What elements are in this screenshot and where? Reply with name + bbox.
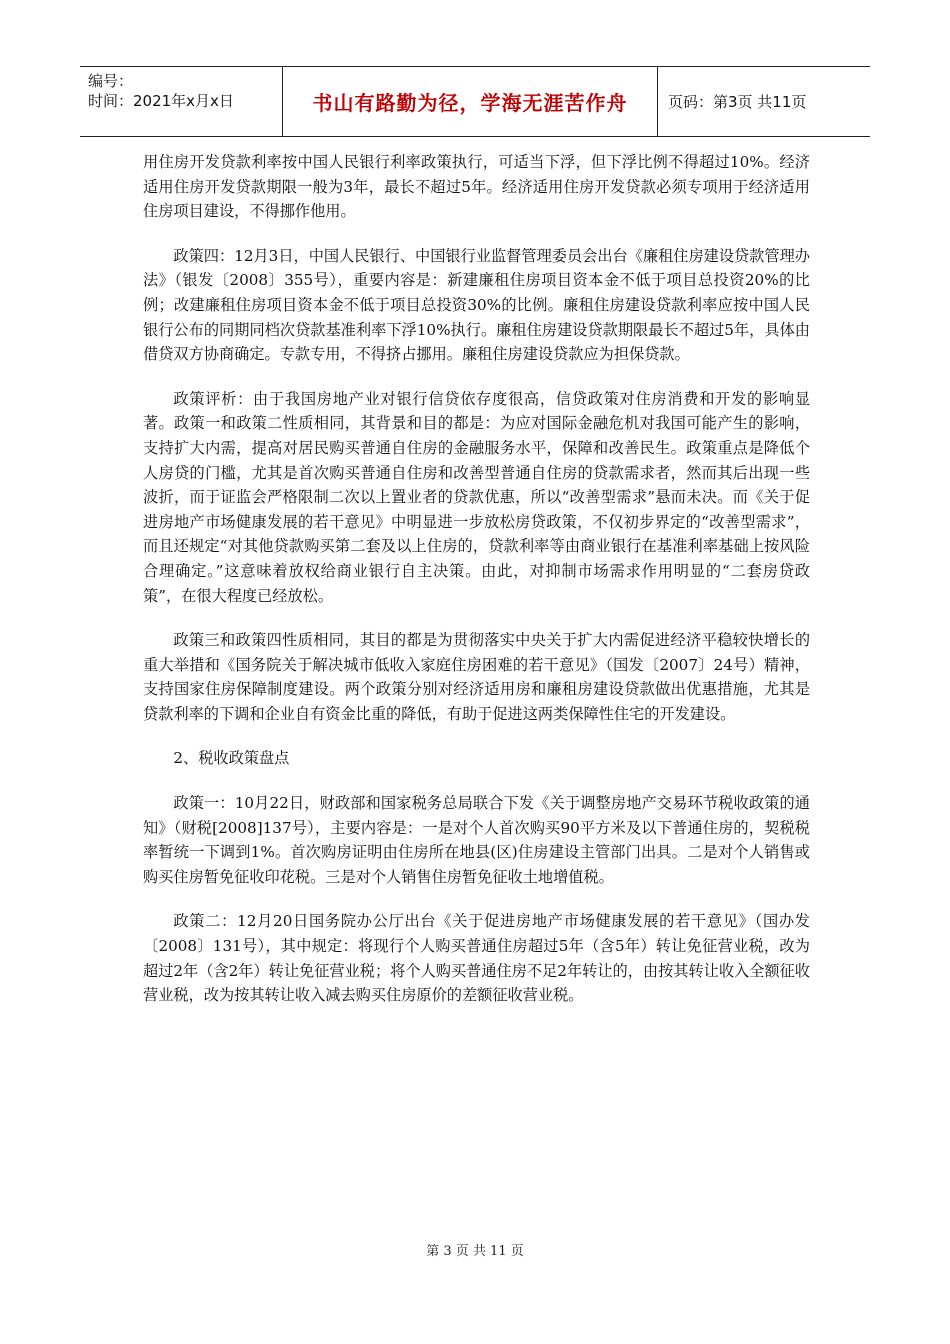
- header-page-label: 页码：第3页 共11页: [668, 93, 807, 111]
- paragraph-policy-review: 政策评析：由于我国房地产业对银行信贷依存度很高，信贷政策对住房消费和开发的影响显著。政策一和政策二性质相同，其背景和目的都是：为应对国际金融危机对我国可能产生的影响，支持扩大内需，提高对居民购买普通自住房的金融服务水平，保障和改善民生。政策重点是降低个人房贷的门槛，尤其是首次购买普通自住房和改善型普通自住房的贷款需求者，然而其后出现一些波折，而于证监会严格限制二次以上置业者的贷款优惠，所以“改善型需求”悬而未决。而《关于促进房地产市场健康发展的若干意见》中明显进一步放松房贷政策，不仅初步界定的“改善型需求”，而且还规定“对其他贷款购买第二套及以上住房的，贷款利率等由商业银行在基准利率基础上按风险合理确定。”这意味着放权给商业银行自主决策。由此，对抑制市场需求作用明显的“二套房贷政策”，在很大程度已经放松。: [143, 389, 810, 605]
- section-heading-tax-policy: 2、税收政策盘点: [173, 749, 290, 768]
- paragraph-continuation: 用住房开发贷款利率按中国人民银行利率政策执行，可适当下浮，但下浮比例不得超过10%。经济适用住房开发贷款期限一般为3年，最长不超过5年。经济适用住房开发贷款必须专项用于经济适用住房项目建设，不得挪作他用。: [143, 153, 810, 221]
- paragraph-tax-policy-one: 政策一：10月22日，财政部和国家税务总局联合下发《关于调整房地产交易环节税收政策的通知》（财税[2008]137号），主要内容是：一是对个人首次购买90平方米及以下普通住房的，契税税率暂统一下调到1%。首次购房证明由住房所在地县(区)住房建设主管部门出具。二是对个人销售或购买住房暂免征收印花税。三是对个人销售住房暂免征收土地增值税。: [143, 794, 810, 886]
- paragraph-policy-three-four: 政策三和政策四性质相同，其目的都是为贯彻落实中央关于扩大内需促进经济平稳较快增长的重大举措和《国务院关于解决城市低收入家庭住房困难的若干意见》（国发〔2007〕24号）精神，支持国家住房保障制度建设。两个政策分别对经济适用房和廉租房建设贷款做出优惠措施，尤其是贷款利率的下调和企业自有资金比重的降低，有助于促进这两类保障性住宅的开发建设。: [143, 631, 810, 723]
- page-footer: 第 3 页 共 11 页: [426, 1244, 524, 1259]
- paragraph-tax-policy-two: 政策二：12月20日国务院办公厅出台《关于促进房地产市场健康发展的若干意见》（国办发〔2008〕131号），其中规定：将现行个人购买普通住房超过5年（含5年）转让免征营业税，改为超过2年（含2年）转让免征营业税；将个人购买普通住房不足2年转让的，由按其转让收入全额征收营业税，改为按其转让收入减去购买住房原价的差额征收营业税。: [143, 912, 810, 1005]
- page-header: [80, 66, 870, 137]
- header-meta: [80, 67, 282, 136]
- document-body: [143, 150, 810, 1028]
- paragraph-policy-four: 政策四：12月3日，中国人民银行、中国银行业监督管理委员会出台《廉租住房建设贷款管理办法》（银发〔2008〕355号），重要内容是：新建廉租住房项目资本金不低于项目总投资20%的比例；改建廉租住房项目资本金不低于项目总投资30%的比例。廉租住房建设贷款利率应按中国人民银行公布的同期同档次贷款基准利率下浮10%执行。廉租住房建设贷款期限最长不超过5年，具体由借贷双方协商确定。专款专用，不得挤占挪用。廉租住房建设贷款应为担保贷款。: [143, 246, 810, 364]
- header-motto: 书山有路勤为径，学海无涯苦作舟: [282, 67, 658, 136]
- document-number-label: 编号：: [88, 72, 134, 90]
- document-time-label: 时间：2021年x月x日: [88, 92, 234, 110]
